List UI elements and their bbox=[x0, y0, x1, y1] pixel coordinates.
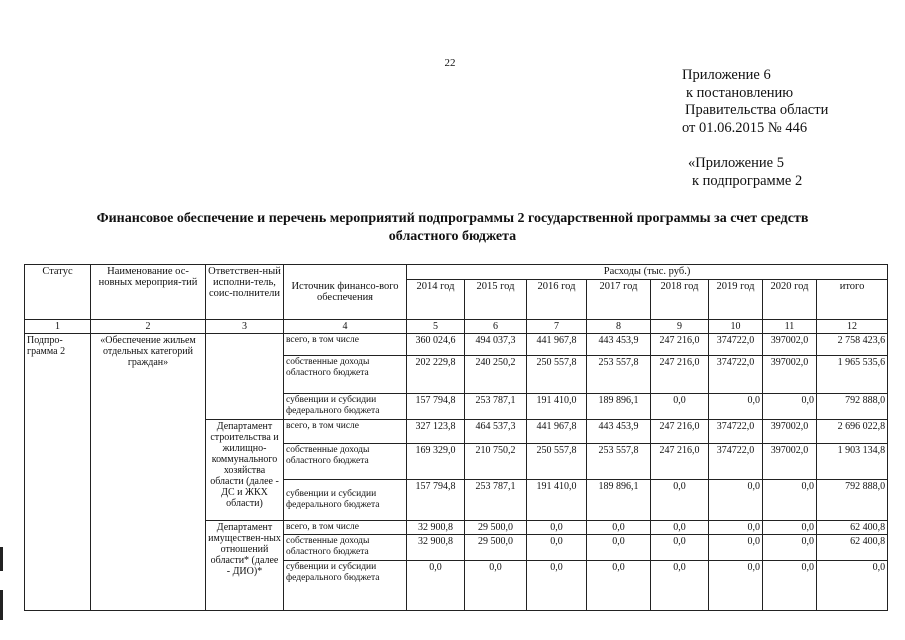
year-header: 2015 год bbox=[465, 280, 527, 320]
document-title bbox=[40, 210, 865, 246]
year-header: 2020 год bbox=[763, 280, 817, 320]
value-cell: 327 123,8 bbox=[407, 420, 465, 444]
financing-table bbox=[24, 264, 888, 611]
value-cell: 32 900,8 bbox=[407, 535, 465, 561]
appendix2-line: «Приложение 5 bbox=[688, 155, 784, 171]
value-cell: 0,0 bbox=[709, 480, 763, 521]
executor-cell bbox=[206, 334, 284, 420]
source-cell: собственные доходы областного бюджета bbox=[284, 356, 407, 394]
value-cell: 441 967,8 bbox=[527, 420, 587, 444]
total-cell: 62 400,8 bbox=[817, 535, 888, 561]
col-number: 12 bbox=[817, 320, 888, 334]
header-expenses: Расходы (тыс. руб.) bbox=[407, 265, 888, 280]
column-number-row bbox=[25, 320, 888, 334]
source-cell: всего, в том числе bbox=[284, 521, 407, 535]
source-cell: собственные доходы областного бюджета bbox=[284, 444, 407, 480]
col-number: 3 bbox=[206, 320, 284, 334]
value-cell: 0,0 bbox=[407, 561, 465, 611]
value-cell: 397002,0 bbox=[763, 420, 817, 444]
col-number: 1 bbox=[25, 320, 91, 334]
value-cell: 29 500,0 bbox=[465, 535, 527, 561]
status-cell: Подпро-грамма 2 bbox=[25, 334, 91, 611]
value-cell: 253 557,8 bbox=[587, 356, 651, 394]
value-cell: 0,0 bbox=[587, 535, 651, 561]
col-number: 8 bbox=[587, 320, 651, 334]
year-header: 2019 год bbox=[709, 280, 763, 320]
value-cell: 0,0 bbox=[763, 535, 817, 561]
value-cell: 247 216,0 bbox=[651, 444, 709, 480]
value-cell: 0,0 bbox=[709, 535, 763, 561]
value-cell: 0,0 bbox=[587, 561, 651, 611]
value-cell: 0,0 bbox=[763, 394, 817, 420]
value-cell: 374722,0 bbox=[709, 334, 763, 356]
col-number: 2 bbox=[91, 320, 206, 334]
year-header: 2018 год bbox=[651, 280, 709, 320]
title-line-1: Финансовое обеспечение и перечень мероприятий подпрограммы 2 государственной программы за счет средств bbox=[96, 211, 809, 226]
total-cell: 2 696 022,8 bbox=[817, 420, 888, 444]
value-cell: 0,0 bbox=[651, 561, 709, 611]
source-cell: субвенции и субсидии федерального бюджета bbox=[284, 561, 407, 611]
appendix-line: к постановлению bbox=[686, 84, 794, 101]
col-number: 11 bbox=[763, 320, 817, 334]
value-cell: 253 557,8 bbox=[587, 444, 651, 480]
value-cell: 169 329,0 bbox=[407, 444, 465, 480]
page-number: 22 bbox=[444, 57, 456, 69]
value-cell: 240 250,2 bbox=[465, 356, 527, 394]
value-cell: 189 896,1 bbox=[587, 394, 651, 420]
value-cell: 0,0 bbox=[763, 561, 817, 611]
table-row bbox=[25, 334, 888, 356]
value-cell: 191 410,0 bbox=[527, 480, 587, 521]
year-header: 2016 год bbox=[527, 280, 587, 320]
header-name: Наименование ос-новных мероприя-тий bbox=[91, 265, 206, 320]
source-cell: собственные доходы областного бюджета bbox=[284, 535, 407, 561]
value-cell: 443 453,9 bbox=[587, 334, 651, 356]
value-cell: 0,0 bbox=[587, 521, 651, 535]
value-cell: 0,0 bbox=[651, 535, 709, 561]
measure-name-cell: «Обеспечение жильем отдельных категорий граждан» bbox=[91, 334, 206, 611]
value-cell: 191 410,0 bbox=[527, 394, 587, 420]
value-cell: 0,0 bbox=[651, 480, 709, 521]
appendix-block-2 bbox=[688, 155, 802, 190]
appendix-block bbox=[682, 67, 828, 137]
value-cell: 210 750,2 bbox=[465, 444, 527, 480]
source-cell: всего, в том числе bbox=[284, 420, 407, 444]
total-cell: 2 758 423,6 bbox=[817, 334, 888, 356]
total-cell: 792 888,0 bbox=[817, 480, 888, 521]
total-cell: 1 965 535,6 bbox=[817, 356, 888, 394]
scan-edge-mark bbox=[0, 547, 3, 571]
value-cell: 0,0 bbox=[763, 480, 817, 521]
header-status: Статус bbox=[25, 265, 91, 320]
year-header: 2017 год bbox=[587, 280, 651, 320]
value-cell: 0,0 bbox=[527, 561, 587, 611]
value-cell: 374722,0 bbox=[709, 444, 763, 480]
value-cell: 253 787,1 bbox=[465, 480, 527, 521]
value-cell: 397002,0 bbox=[763, 356, 817, 394]
appendix-line: Правительства области bbox=[685, 102, 829, 118]
value-cell: 157 794,8 bbox=[407, 394, 465, 420]
source-cell: субвенции и субсидии федерального бюджета bbox=[284, 394, 407, 420]
source-cell: субвенции и субсидии федерального бюджета bbox=[284, 480, 407, 521]
source-cell: всего, в том числе bbox=[284, 334, 407, 356]
header-row bbox=[25, 265, 888, 280]
value-cell: 32 900,8 bbox=[407, 521, 465, 535]
value-cell: 250 557,8 bbox=[527, 444, 587, 480]
value-cell: 0,0 bbox=[651, 521, 709, 535]
total-cell: 62 400,8 bbox=[817, 521, 888, 535]
total-header: итого bbox=[817, 280, 888, 320]
value-cell: 0,0 bbox=[709, 394, 763, 420]
header-source: Источник финансо-вого обеспечения bbox=[284, 265, 407, 320]
value-cell: 253 787,1 bbox=[465, 394, 527, 420]
executor-cell: Департамент строительства и жилищно-коммунального хозяйства области (далее - ДС и ЖКХ области) bbox=[206, 420, 284, 521]
value-cell: 157 794,8 bbox=[407, 480, 465, 521]
value-cell: 374722,0 bbox=[709, 356, 763, 394]
value-cell: 360 024,6 bbox=[407, 334, 465, 356]
value-cell: 202 229,8 bbox=[407, 356, 465, 394]
header-executor: Ответствен-ный исполни-тель, соис-полнители bbox=[206, 265, 284, 320]
col-number: 5 bbox=[407, 320, 465, 334]
value-cell: 0,0 bbox=[709, 561, 763, 611]
value-cell: 247 216,0 bbox=[651, 420, 709, 444]
appendix2-line: к подпрограмме 2 bbox=[692, 172, 803, 189]
value-cell: 374722,0 bbox=[709, 420, 763, 444]
value-cell: 443 453,9 bbox=[587, 420, 651, 444]
value-cell: 397002,0 bbox=[763, 444, 817, 480]
title-line-2: областного бюджета bbox=[388, 229, 517, 244]
col-number: 10 bbox=[709, 320, 763, 334]
value-cell: 464 537,3 bbox=[465, 420, 527, 444]
value-cell: 247 216,0 bbox=[651, 334, 709, 356]
total-cell: 0,0 bbox=[817, 561, 888, 611]
total-cell: 1 903 134,8 bbox=[817, 444, 888, 480]
value-cell: 0,0 bbox=[709, 521, 763, 535]
col-number: 9 bbox=[651, 320, 709, 334]
value-cell: 441 967,8 bbox=[527, 334, 587, 356]
col-number: 7 bbox=[527, 320, 587, 334]
value-cell: 0,0 bbox=[527, 521, 587, 535]
year-header: 2014 год bbox=[407, 280, 465, 320]
value-cell: 397002,0 bbox=[763, 334, 817, 356]
value-cell: 247 216,0 bbox=[651, 356, 709, 394]
executor-cell: Департамент имуществен-ных отношений области* (далее - ДИО)* bbox=[206, 521, 284, 611]
value-cell: 0,0 bbox=[465, 561, 527, 611]
col-number: 6 bbox=[465, 320, 527, 334]
total-cell: 792 888,0 bbox=[817, 394, 888, 420]
value-cell: 0,0 bbox=[763, 521, 817, 535]
value-cell: 250 557,8 bbox=[527, 356, 587, 394]
scan-edge-mark bbox=[0, 590, 3, 620]
appendix-line: Приложение 6 bbox=[682, 67, 771, 83]
col-number: 4 bbox=[284, 320, 407, 334]
appendix-line: от 01.06.2015 № 446 bbox=[682, 119, 808, 136]
value-cell: 189 896,1 bbox=[587, 480, 651, 521]
value-cell: 0,0 bbox=[651, 394, 709, 420]
value-cell: 0,0 bbox=[527, 535, 587, 561]
value-cell: 29 500,0 bbox=[465, 521, 527, 535]
value-cell: 494 037,3 bbox=[465, 334, 527, 356]
